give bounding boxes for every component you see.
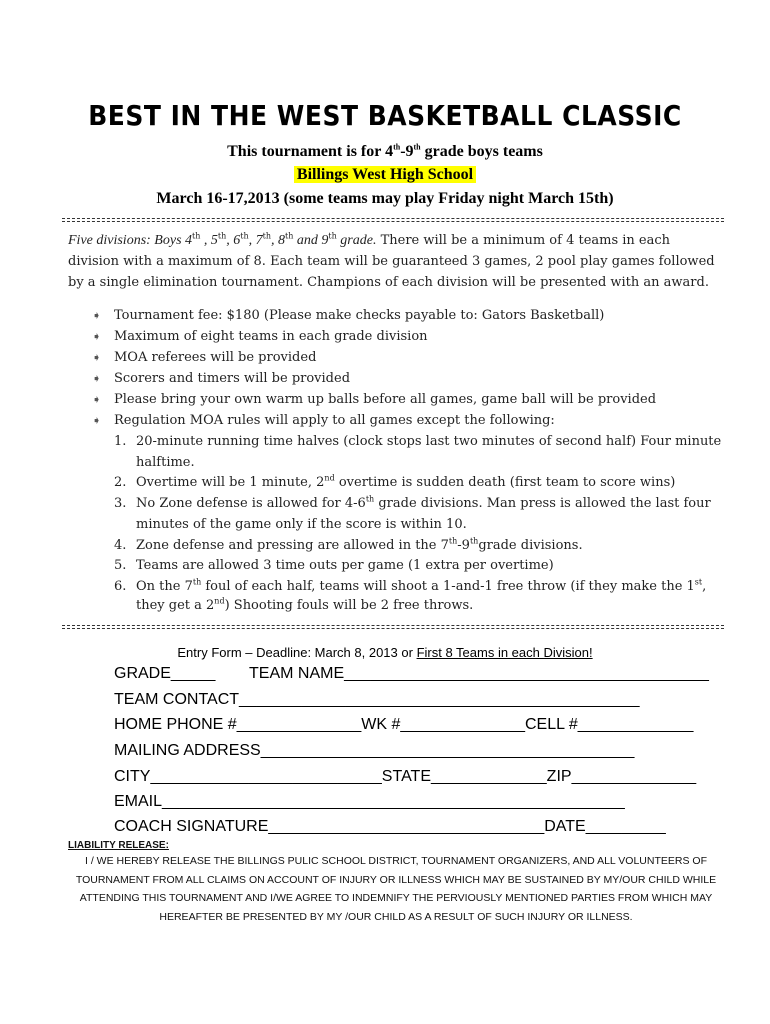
liability-heading: LIABILITY RELEASE:: [68, 840, 169, 851]
divider-top: [62, 218, 724, 222]
phone-fields[interactable]: HOME PHONE #______________WK #______________CELL #_____________: [114, 716, 694, 733]
team-contact-field[interactable]: TEAM CONTACT_____________________________________________: [114, 691, 640, 708]
arrow-bullet-icon: ➧: [92, 414, 102, 427]
arrow-bullet-icon: ➧: [92, 330, 102, 343]
divisions-line-1: Five divisions: Boys 4th , 5th, 6th, 7th, 8th and 9th grade. There will be a minimum of 4 teams in each: [68, 231, 671, 248]
school-name: [0, 166, 770, 184]
mailing-address-field[interactable]: MAILING ADDRESS__________________________________________: [114, 742, 635, 759]
liability-release-text: I / WE HEREBY RELEASE THE BILLINGS PULIC SCHOOL DISTRICT, TOURNAMENT ORGANIZERS, AND ALL VOLUNTEERS OF TOURNAMENT FROM ALL CLAIMS ON ACCOUNT OF INJURY OR ILLNESS WHICH MAY BE SUSTAINED BY MY/OUR CHILD WHILE ATTENDING THIS TOURNAMENT AND I/WE AGREE TO INDEMNIFY THE PERVIOUSLY MENTIONED PARTIES FROM WHICH MAY HEREAFTER BE PRESENTED BY MY /OUR CHILD AS A RESULT OF SUCH INJURY OR ILLNESS.: [75, 855, 717, 923]
arrow-bullet-icon: ➧: [92, 372, 102, 385]
team-name-field[interactable]: TEAM NAME_________________________________________: [249, 665, 709, 682]
divisions-line-3: by a single elimination tournament. Champions of each division will be presented with an award.: [68, 275, 709, 290]
coach-signature-field[interactable]: COACH SIGNATURE_______________________________DATE_________: [114, 818, 666, 835]
divider-bottom: [62, 625, 724, 629]
list-item: ➧ Scorers and timers will be provided: [92, 368, 108, 389]
page-title: BEST IN THE WEST BASKETBALL CLASSIC: [88, 99, 682, 132]
list-item: ➧ Please bring your own warm up balls before all games, game ball will be provided: [92, 389, 108, 410]
arrow-bullet-icon: ➧: [92, 393, 102, 406]
list-item: ➧ Maximum of eight teams in each grade division: [92, 326, 108, 347]
divisions-paragraph: [68, 230, 728, 293]
list-item: ➧ MOA referees will be provided: [92, 347, 108, 368]
grade-field[interactable]: GRADE_____: [114, 665, 216, 682]
school-highlight: Billings West High School: [294, 166, 476, 183]
tournament-subtitle: This tournament is for 4th-9th grade boys teams: [227, 142, 543, 160]
divisions-line-2: division with a maximum of 8. Each team will be guaranteed 3 games, 2 pool play games followed: [68, 254, 715, 269]
arrow-bullet-icon: ➧: [92, 309, 102, 322]
entry-deadline: Entry Form – Deadline: March 8, 2013 or First 8 Teams in each Division!: [177, 645, 593, 660]
list-item: ➧ Tournament fee: $180 (Please make checks payable to: Gators Basketball): [92, 305, 108, 326]
city-state-zip-fields[interactable]: CITY__________________________STATE_____________ZIP______________: [114, 768, 697, 785]
list-item: ➧ Regulation MOA rules will apply to all games except the following:: [92, 410, 108, 431]
tournament-dates: March 16-17,2013 (some teams may play Friday night March 15th): [156, 190, 614, 207]
email-field[interactable]: EMAIL____________________________________________________: [114, 793, 625, 810]
arrow-bullet-icon: ➧: [92, 351, 102, 364]
